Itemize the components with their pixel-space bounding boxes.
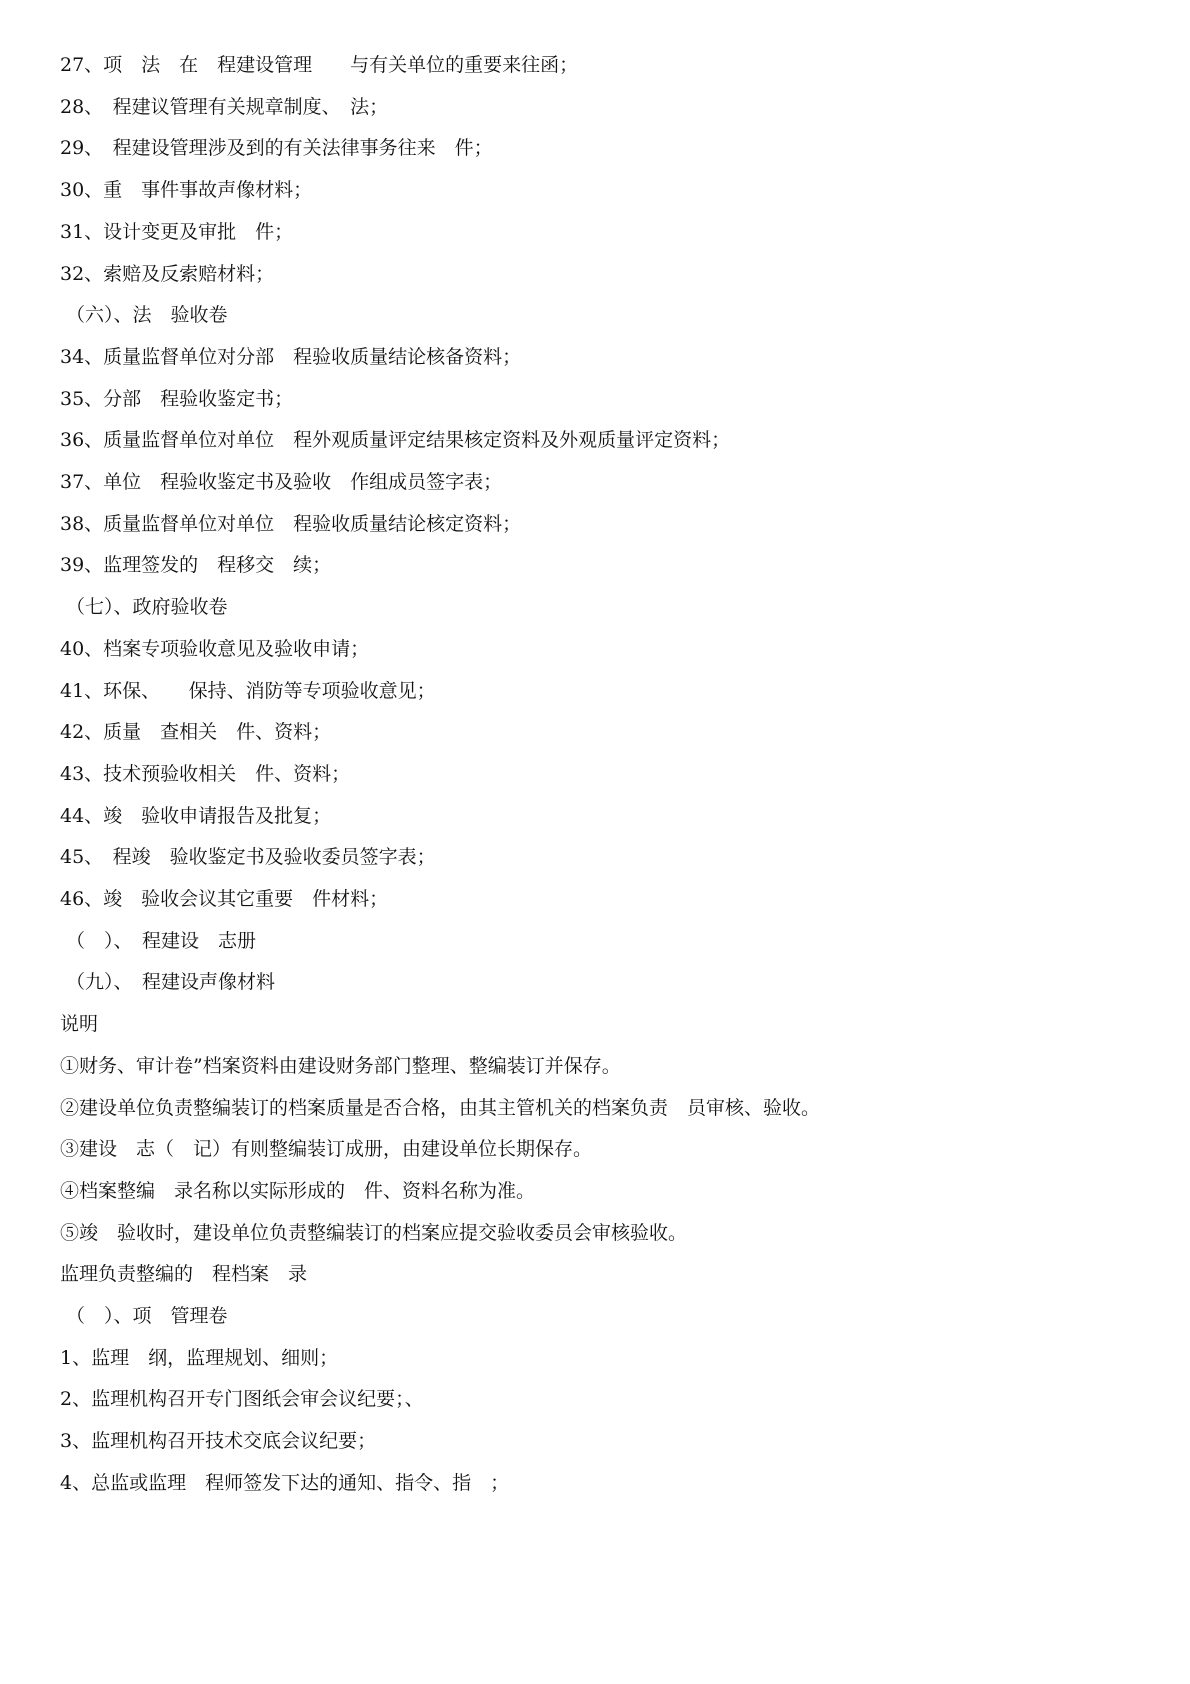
list-item: 35、分部 程验收鉴定书； [60, 387, 294, 410]
note-item: ④档案整编 录名称以实际形成的 件、资料名称为准。 [60, 1179, 536, 1202]
list-item: 39、监理签发的 程移交 续； [60, 554, 332, 577]
list-item: 43、技术预验收相关 件、资料； [60, 762, 351, 785]
section-heading: （七）、政府验收卷 [66, 596, 228, 619]
list-item: 29、 程建设管理涉及到的有关法律事务往来 件； [60, 137, 493, 160]
section-heading: （ ）、 程建设 志册 [66, 929, 257, 952]
list-item: 46、竣 验收会议其它重要 件材料； [60, 888, 389, 910]
list-item: 42、质量 查相关 件、资料； [60, 721, 332, 744]
section-heading: （ ）、项 管理卷 [66, 1305, 228, 1327]
note-item: ③建设 志（ 记）有则整编装订成册，由建设单位长期保存。 [60, 1138, 593, 1161]
list-item: 2、监理机构召开专门图纸会审会议纪要；、 [60, 1388, 424, 1411]
list-item: 3、监理机构召开技术交底会议纪要； [60, 1430, 377, 1453]
list-item: 34、质量监督单位对分部 程验收质量结论核备资料； [60, 345, 522, 368]
list-item: 40、档案专项验收意见及验收申请； [60, 637, 370, 660]
list-item: 28、 程建议管理有关规章制度、 法； [60, 95, 389, 118]
note-item: ①财务、审计卷”档案资料由建设财务部门整理、整编装订并保存。 [60, 1054, 621, 1077]
list-item: 30、重 事件事故声像材料； [60, 179, 313, 202]
list-item: 36、质量监督单位对单位 程外观质量评定结果核定资料及外观质量评定资料； [60, 429, 731, 452]
list-item: 27、项 法 在 程建设管理 与有关单位的重要来往函； [60, 54, 579, 76]
list-item: 31、设计变更及审批 件； [60, 220, 294, 243]
list-item: 38、质量监督单位对单位 程验收质量结论核定资料； [60, 512, 522, 535]
section-heading: （九）、 程建设声像材料 [66, 971, 276, 994]
list-item: 44、竣 验收申请报告及批复； [60, 804, 332, 827]
list-item: 41、环保、 保持、消防等专项验收意见； [60, 679, 436, 702]
note-item: ⑤竣 验收时，建设单位负责整编装订的档案应提交验收委员会审核验收。 [60, 1221, 688, 1244]
list-item: 37、单位 程验收鉴定书及验收 作组成员签字表； [60, 471, 503, 493]
list-item: 45、 程竣 验收鉴定书及验收委员签字表； [60, 846, 436, 869]
notes-heading: 说明 [60, 1013, 99, 1036]
list-item: 1、监理 纲，监理规划、细则； [60, 1346, 339, 1369]
section-heading: （六）、法 验收卷 [66, 304, 228, 327]
catalog-heading: 监理负责整编的 程档案 录 [60, 1263, 308, 1286]
list-item: 4、总监或监理 程师签发下达的通知、指令、指 ； [60, 1471, 510, 1494]
note-item: ②建设单位负责整编装订的档案质量是否合格，由其主管机关的档案负责 员审核、验收。 [60, 1096, 821, 1119]
list-item: 32、索赔及反索赔材料； [60, 262, 275, 285]
